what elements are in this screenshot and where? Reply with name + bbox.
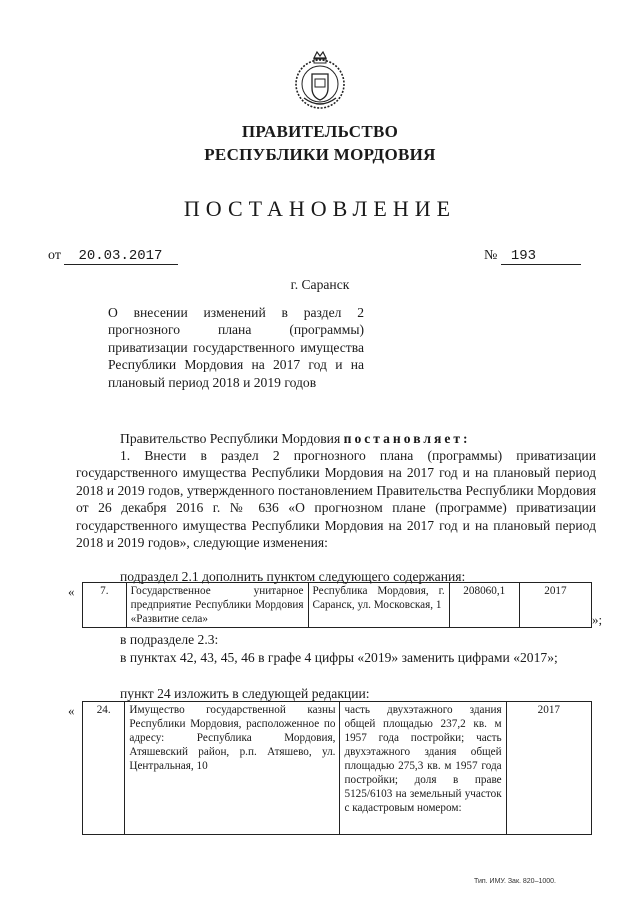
in-subsection-paragraph: в подразделе 2.3: bbox=[120, 632, 219, 647]
table1-cell-code: 208060,1 bbox=[449, 583, 519, 628]
city: г. Саранск bbox=[290, 277, 350, 292]
table1-cell-year: 2017 bbox=[519, 583, 591, 628]
date-row bbox=[48, 248, 178, 265]
subsection-paragraph: подраздел 2.1 дополнить пунктом следующего содержания: bbox=[120, 569, 466, 584]
intro-paragraph bbox=[76, 430, 596, 447]
date-prefix: от bbox=[48, 248, 61, 263]
item1-paragraph: 1. Внести в раздел 2 прогнозного плана (программы) приватизации государственного имущества Республики Мордовия на 2017 год и на плановый период 2018 и 2019 годов, утвержденного постановлением Правительства Республики Мордовия от 26 декабря 2016 г. № 636 «О прогнозном плане (программе) приватизации государственного имущества Республики Мордовия на 2017 год и на плановый период 2018 и 2019 годов», следующие изменения: bbox=[76, 448, 596, 551]
number-prefix: № bbox=[484, 248, 498, 263]
table2 bbox=[82, 701, 592, 835]
table1 bbox=[82, 582, 592, 628]
number-row bbox=[484, 248, 581, 265]
table1-cell-num: 7. bbox=[83, 583, 127, 628]
coat-of-arms-icon bbox=[290, 48, 350, 116]
intro-emphasis: постановляет: bbox=[343, 431, 471, 446]
org-name-line2: РЕСПУБЛИКИ МОРДОВИЯ bbox=[204, 145, 436, 164]
org-name-line1: ПРАВИТЕЛЬСТВО bbox=[241, 122, 399, 141]
table2-cell-name: Имущество государственной казны Республики Мордовия, расположенное по адресу: Республика Мордовия, Атяшевский район, р.п. Атяшево, ул. Центральная, 10 bbox=[125, 702, 340, 835]
replace-paragraph: в пунктах 42, 43, 45, 46 в графе 4 цифры «2019» заменить цифрами «2017»; bbox=[120, 650, 558, 665]
document-number: 193 bbox=[501, 248, 581, 265]
table2-open-quote: « bbox=[68, 703, 75, 718]
item24-paragraph: пункт 24 изложить в следующей редакции: bbox=[120, 686, 370, 701]
print-info: Тип. ИМУ. Зак. 820–1000. bbox=[474, 878, 556, 885]
intro-text: Правительство Республики Мордовия bbox=[120, 431, 344, 446]
document-date: 20.03.2017 bbox=[64, 248, 178, 265]
table1-open-quote: « bbox=[68, 584, 75, 599]
subject-title: О внесении изменений в раздел 2 прогнозного плана (программы) приватизации государственного имущества Республики Мордовия на 2017 год и на плановый период 2018 и 2019 годов bbox=[108, 305, 364, 390]
table2-cell-num: 24. bbox=[83, 702, 125, 835]
table2-cell-desc: часть двухэтажного здания общей площадью 237,2 кв. м 1957 года постройки; часть двухэтажного здания общей площадью 275,3 кв. м 1957 года постройки; доля в праве 5125/6103 на земельный участок с кадастровым номером: bbox=[340, 702, 506, 835]
table-row bbox=[83, 702, 592, 835]
table1-cell-address: Республика Мордовия, г. Саранск, ул. Московская, 1 bbox=[308, 583, 449, 628]
table1-close-quote: »; bbox=[592, 612, 603, 627]
table-row bbox=[83, 583, 592, 628]
table1-cell-name: Государственное унитарное предприятие Республики Мордовия «Развитие села» bbox=[126, 583, 308, 628]
document-type: ПОСТАНОВЛЕНИЕ bbox=[183, 196, 457, 221]
table2-cell-year: 2017 bbox=[506, 702, 591, 835]
